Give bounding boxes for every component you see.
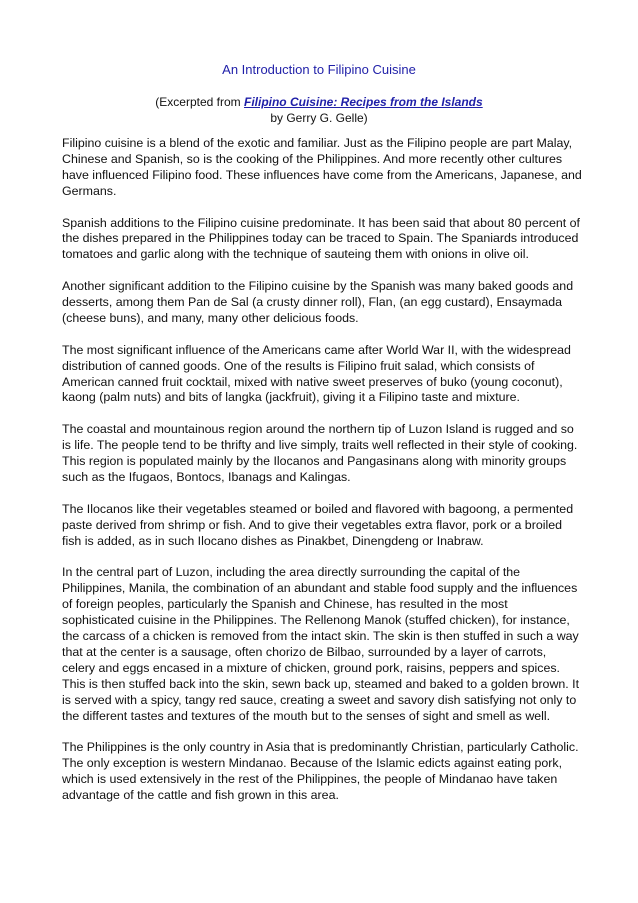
paragraph: In the central part of Luzon, including the area directly surrounding the capital of the Philippines, Manila, the combination of an abundant and stable food supply and the influences of foreign peoples, particularly the Spanish and Chinese, has resulted in the most sophisticated cuisine in the Philippines. The Rellenong Manok (stuffed chicken), for instance, the carcass of a chicken is removed from the intact skin. The skin is then stuffed in such a way that at the center is a sausage, often chorizo de Bilbao, surrounded by a layer of carrots, celery and eggs encased in a mixture of chicken, ground pork, raisins, peppers and spices. This is then stuffed back into the skin, sewn back up, steamed and baked to a golden brown. It is served with a spicy, tangy red sauce, creating a sweet and savory dish satisfying not only to the different tastes and textures of the mouth but to the senses of sight and smell as well. <box>62 565 580 723</box>
excerpt-source-line <box>0 94 638 110</box>
document-title: An Introduction to Filipino Cuisine <box>222 62 416 77</box>
paragraph: Spanish additions to the Filipino cuisine predominate. It has been said that about 80 percent of the dishes prepared in the Philippines today can be traced to Spain. The Spaniards introduced tomatoes and garlic along with the technique of sauteing them with onions in olive oil. <box>62 215 580 262</box>
excerpt-author-line: by Gerry G. Gelle) <box>270 111 368 125</box>
paragraph: The most significant influence of the Americans came after World War II, with the widespread distribution of canned goods. One of the results is Filipino fruit salad, which consists of American canned fruit cocktail, mixed with native sweet preserves of buko (young coconut), kaong (palm nuts) and bits of langka (jackfruit), giving it a Filipino taste and mixture. <box>62 342 571 405</box>
paragraph: Filipino cuisine is a blend of the exotic and familiar. Just as the Filipino people are part Malay, Chinese and Spanish, so is the cooking of the Philippines. And more recently other cultures have influenced Filipino food. These influences have come from the Americans, Japanese, and Germans. <box>62 136 582 198</box>
excerpt-prefix: (Excerpted from <box>155 95 244 109</box>
paragraph: The coastal and mountainous region around the northern tip of Luzon Island is rugged and so is life. The people tend to be thrifty and live simply, traits well reflected in their style of cooking. This region is populated mainly by the Ilocanos and Pangasinans along with minority groups such as the Ifugaos, Bontocs, Ibanags and Kalingas. <box>62 422 578 484</box>
excerpt-citation <box>0 94 638 126</box>
paragraph: The Philippines is the only country in Asia that is predominantly Christian, particularly Catholic. The only exception is western Mindanao. Because of the Islamic edicts against eating pork, which is used extensively in the rest of the Philippines, the people of Mindanao have taken advantage of the cattle and fish grown in this area. <box>62 740 579 803</box>
paragraph: The Ilocanos like their vegetables steamed or boiled and flavored with bagoong, a permented paste derived from shrimp or fish. And to give their vegetables extra flavor, pork or a broiled fish is added, as in such Ilocano dishes as Pinakbet, Dinengdeng or Inabraw. <box>62 501 574 548</box>
paragraph: Another significant addition to the Filipino cuisine by the Spanish was many baked goods and desserts, among them Pan de Sal (a crusty dinner roll), Flan, (an egg custard), Ensaymada (cheese buns), and many, many other delicious foods. <box>62 279 574 325</box>
document-body <box>62 136 582 820</box>
source-title-link[interactable]: Filipino Cuisine: Recipes from the Islands <box>243 95 483 109</box>
